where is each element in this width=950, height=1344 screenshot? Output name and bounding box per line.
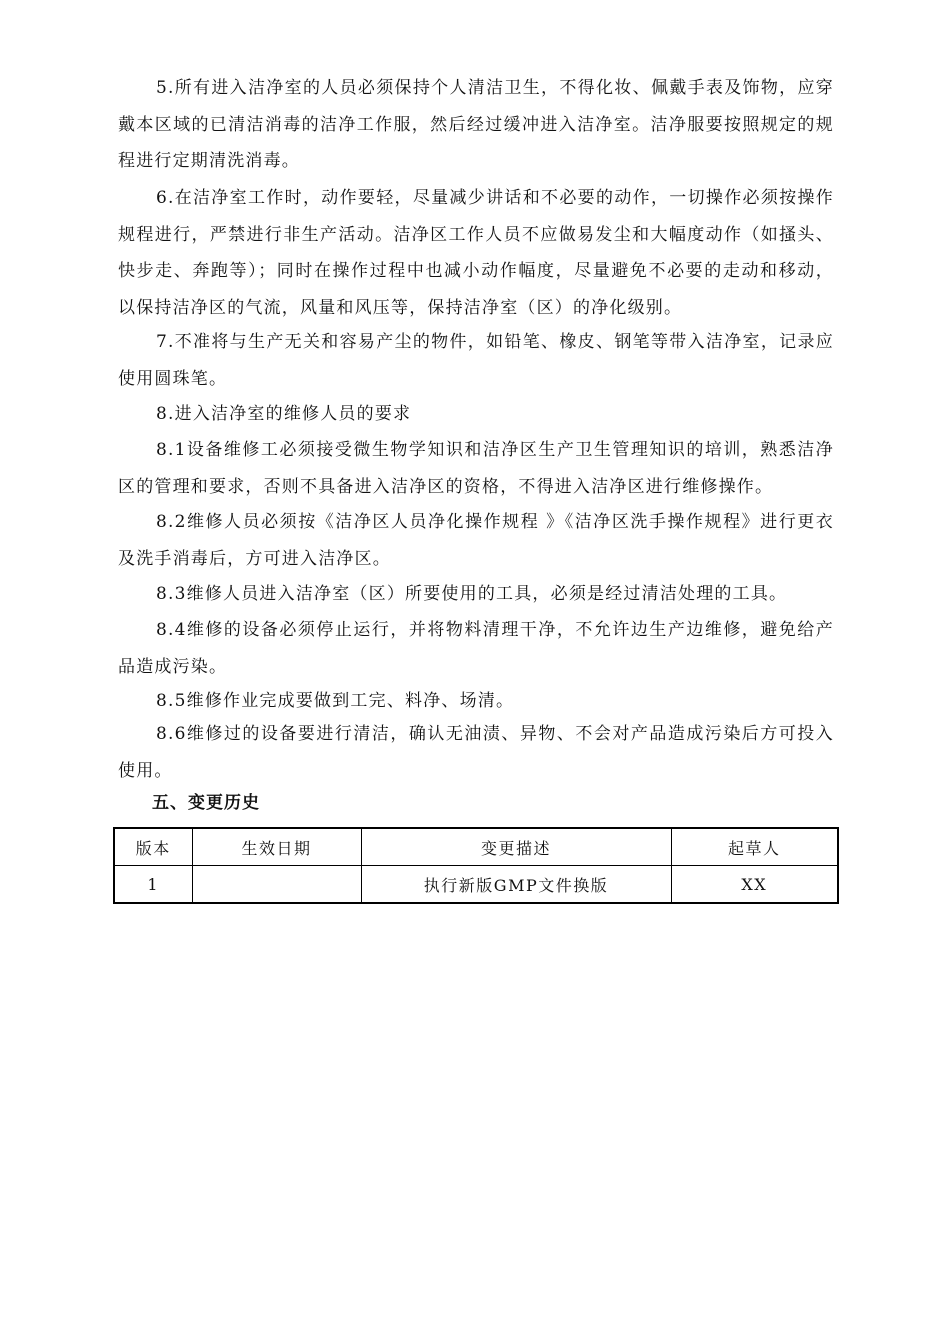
paragraph-8-2: 8.2维修人员必须按《洁净区人员净化操作规程 》《洁净区洗手操作规程》进行更衣及洗手消毒后，方可进入洁净区。 <box>118 512 834 569</box>
paragraph-8: 8.进入洁净室的维修人员的要求 <box>156 404 412 424</box>
paragraph-6: 6.在洁净室工作时，动作要轻，尽量减少讲话和不必要的动作，一切操作必须按操作规程进行，严禁进行非生产活动。洁净区工作人员不应做易发尘和大幅度动作（如搔头、快步走、奔跑等）；同时在操作过程中也减小动作幅度，尽量避免不必要的走动和移动，以保持洁净区的气流，风量和风压等，保持洁净室（区）的净化级别。 <box>118 188 834 318</box>
section-heading-change-history: 五、变更历史 <box>152 793 260 813</box>
paragraph-8-6: 8.6维修过的设备要进行清洁，确认无油渍、异物、不会对产品造成污染后方可投入使用。 <box>118 724 834 781</box>
cell-change-description: 执行新版GMP文件换版 <box>361 866 671 904</box>
header-change-description: 变更描述 <box>361 828 671 866</box>
paragraph-8-5: 8.5维修作业完成要做到工完、料净、场清。 <box>156 691 515 711</box>
paragraph-8-3: 8.3维修人员进入洁净室（区）所要使用的工具，必须是经过清洁处理的工具。 <box>156 584 788 604</box>
paragraph-5: 5.所有进入洁净室的人员必须保持个人清洁卫生，不得化妆、佩戴手表及饰物，应穿戴本区域的已清洁消毒的洁净工作服，然后经过缓冲进入洁净室。洁净服要按照规定的规程进行定期清洗消毒。 <box>118 78 834 171</box>
header-effective-date: 生效日期 <box>192 828 361 866</box>
paragraph-8-4: 8.4维修的设备必须停止运行，并将物料清理干净，不允许边生产边维修，避免给产品造成污染。 <box>118 620 834 677</box>
table-row <box>114 866 838 904</box>
paragraph-8-1: 8.1设备维修工必须接受微生物学知识和洁净区生产卫生管理知识的培训，熟悉洁净区的管理和要求，否则不具备进入洁净区的资格，不得进入洁净区进行维修操作。 <box>118 440 834 497</box>
header-drafter: 起草人 <box>671 828 838 866</box>
table-header-row <box>114 828 838 866</box>
cell-version: 1 <box>114 866 192 904</box>
change-history-table <box>113 827 839 904</box>
cell-drafter: XX <box>671 866 838 904</box>
paragraph-7: 7.不准将与生产无关和容易产尘的物件，如铅笔、橡皮、钢笔等带入洁净室，记录应使用圆珠笔。 <box>118 332 834 389</box>
cell-effective-date <box>192 866 361 904</box>
header-version: 版本 <box>114 828 192 866</box>
